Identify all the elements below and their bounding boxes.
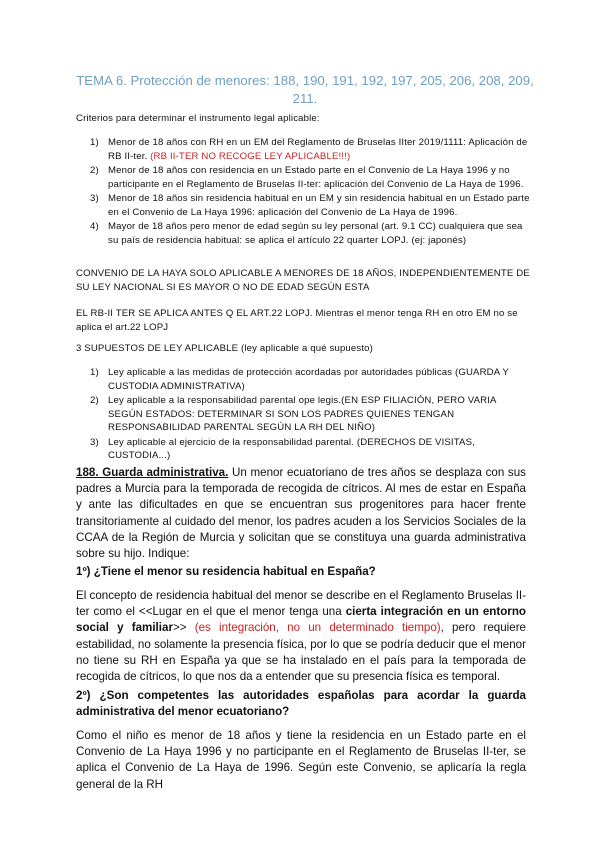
list-text: Ley aplicable a la responsabilidad parental ope legis.(EN ESP FILIACIÓN, PERO VARIA SEGÚN ESTADOS: DETERMINAR SI SON LOS PADRES QUIENES TENGAN RESPONSABILIDAD PARENTAL SEGÚN LA RH DEL NIÑO) (108, 395, 497, 433)
list-number: 4) (90, 221, 99, 232)
list-text: Menor de 18 años sin residencia habitual en un EM y sin residencia habitual en un Estado parte en el Convenio de La Haya 1996: aplicación del Convenio de La Haya de 1996. (108, 193, 530, 218)
answer-2: Como el niño es menor de 18 años y tiene la residencia en un Estado parte en el Convenio de La Haya 1996 y no participante en el Reglamento de Bruselas II-ter, se aplica el Convenio de La Haya de 1996. Según este Convenio, se aplicaría la regla general de la RH (76, 729, 526, 791)
list-number: 2) (90, 165, 99, 176)
list-number: 1) (90, 367, 99, 378)
case-paragraph (76, 465, 526, 562)
list-text: Menor de 18 años con RH en un EM del Reglamento de Bruselas IIter 2019/1111: Aplicación de RB II-ter. (108, 137, 528, 162)
list-item (76, 436, 531, 463)
list-item (76, 164, 531, 191)
page-title: TEMA 6. Protección de menores: 188, 190, 191, 192, 197, 205, 206, 208, 209, 211. (76, 73, 534, 106)
question-1: 1º) ¿Tiene el menor su residencia habitual en España? (76, 565, 376, 578)
case-text: Un menor ecuatoriano de tres años se desplaza con sus padres a Murcia para la temporada de recogida de cítricos. Al mes de estar en España y ante las dificultades en que se encuentran sus progenitores para hacer frente transitoriamente al cuidado del menor, los padres acuden a los Servicios Sociales de la CCAA de la Región de Murcia y solicitan que se constituya una guarda administrativa sobre su hijo. Indique: (76, 466, 526, 561)
list-text: Menor de 18 años con residencia en un Estado parte en el Convenio de La Haya 1996 y no participante en el Reglamento de Bruselas II-ter: aplicación del Convenio de La Haya de 1996. (108, 165, 524, 190)
list-text: Ley aplicable a las medidas de protección acordadas por autoridades públicas (GUARDA Y CUSTODIA ADMINISTRATIVA) (108, 367, 509, 392)
answer-1-text: , pero requiere estabilidad, no solamente la presencia física, por lo que se podría deducir que el menor no tiene su RH en España ya que se ha instalado en el país para la temporada de recogida de cítricos, lo que nos da a entender que su presencia física es temporal. (76, 621, 526, 684)
list-text-highlight: (RB II-TER NO RECOGE LEY APLICABLE!!!) (150, 150, 351, 162)
answer-1-text: >> (172, 621, 195, 635)
list-number: 3) (90, 193, 99, 204)
answer-1 (76, 588, 526, 685)
answer-1-bold: cierta integración en un entorno social y familiar (76, 605, 526, 635)
list-item (76, 136, 531, 163)
criteria-list (76, 136, 531, 248)
list-number: 3) (90, 436, 99, 448)
criteria-heading: Criterios para determinar el instrumento legal aplicable: (76, 113, 320, 124)
list-item (76, 192, 531, 219)
list-item (76, 394, 531, 435)
answer-1-text: El concepto de residencia habitual del menor se describe en el Reglamento Bruselas II-ter como el <<Lugar en el que el menor tenga una (76, 589, 526, 619)
case-title: 188. Guarda administrativa. (76, 466, 229, 479)
note-rb-ii-ter: EL RB-II TER SE APLICA ANTES Q EL ART.22 LOPJ. Mientras el menor tenga RH en otro EM no se aplica el art.22 LOPJ (76, 308, 518, 333)
list-text: Ley aplicable al ejercicio de la responsabilidad parental. (DERECHOS DE VISITAS, CUSTODIA...) (108, 436, 475, 461)
list-number: 2) (90, 395, 99, 406)
list-item (76, 220, 531, 247)
question-2: 2º) ¿Son competentes las autoridades españolas para acordar la guarda administrativa del menor ecuatoriano? (76, 689, 526, 719)
list-item (76, 366, 531, 393)
answer-1-highlight: (es integración, no un determinado tiempo) (194, 621, 441, 635)
supuestos-heading: 3 SUPUESTOS DE LEY APLICABLE (ley aplicable a qué supuesto) (76, 343, 373, 354)
supuestos-list (76, 366, 531, 464)
list-number: 1) (90, 137, 99, 148)
list-text: Mayor de 18 años pero menor de edad según su ley personal (art. 9.1 CC) cualquiera que sea su país de residencia habitual: se aplica el artículo 22 quarter LOPJ. (ej: japonés) (108, 221, 523, 246)
note-convenio: CONVENIO DE LA HAYA SOLO APLICABLE A MENORES DE 18 AÑOS, INDEPENDIENTEMENTE DE SU LEY NACIONAL SI ES MAYOR O NO DE EDAD SEGÚN ESTA (76, 268, 530, 293)
